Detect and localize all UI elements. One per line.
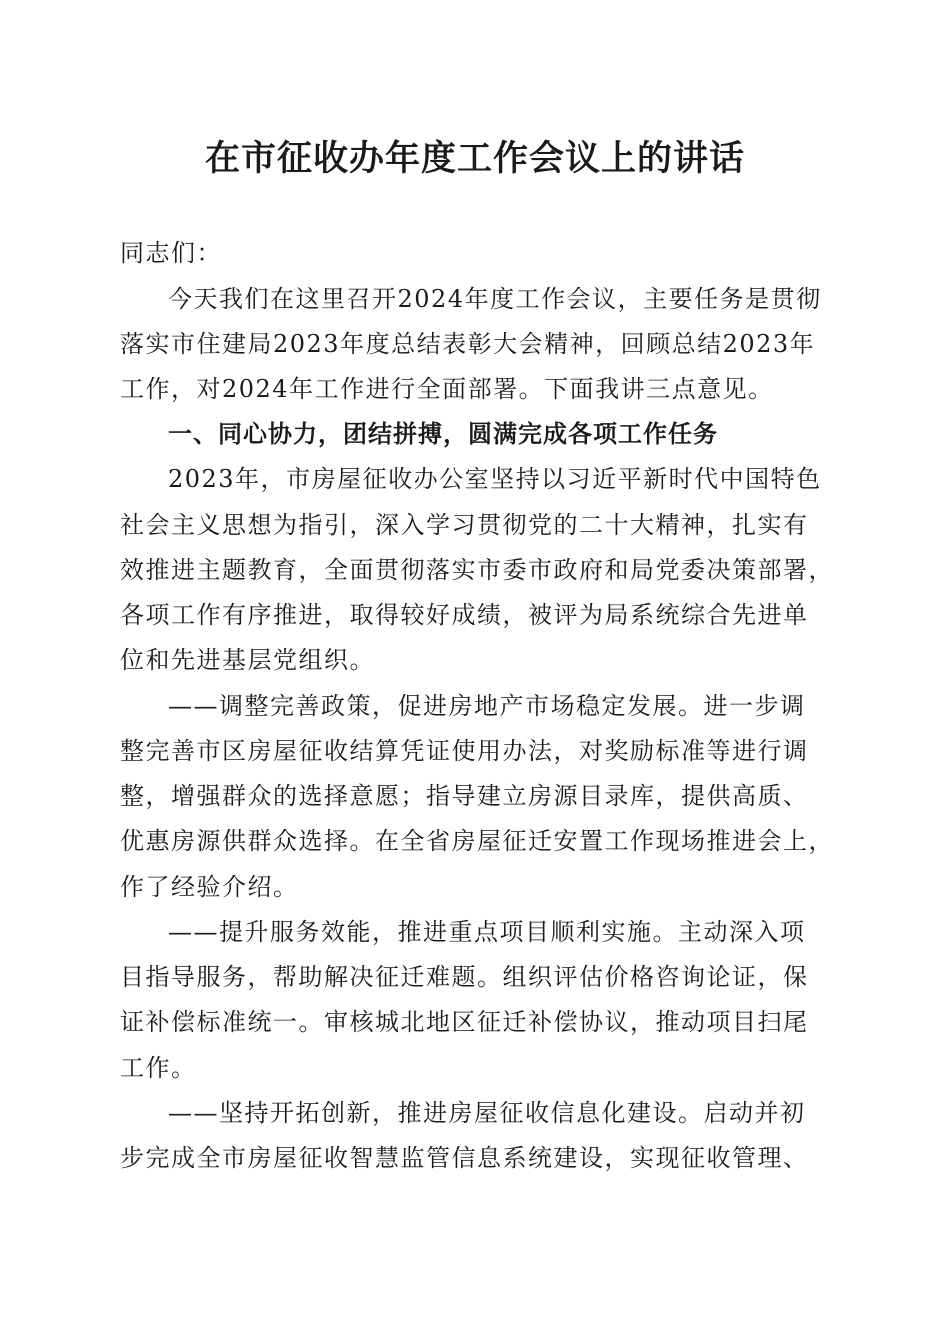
salutation: 同志们： — [120, 239, 222, 267]
paragraph-line: 今天我们在这里召开2024年度工作会议，主要任务是贯彻 — [168, 285, 822, 313]
paragraph-line: ——调整完善政策，促进房地产市场稳定发展。进一步调 — [168, 692, 806, 720]
paragraph-line: 整，增强群众的选择意愿；指导建立房源目录库，提供高质、 — [120, 782, 809, 810]
paragraph-line: 2023年，市房屋征收办公室坚持以习近平新时代中国特色 — [168, 465, 822, 493]
paragraph-line: 社会主义思想为指引，深入学习贯彻党的二十大精神，扎实有 — [120, 511, 809, 539]
paragraph-line: 工作。 — [120, 1054, 197, 1082]
paragraph-line: 步完成全市房屋征收智慧监管信息系统建设，实现征收管理、 — [120, 1144, 809, 1172]
paragraph-line: 作了经验介绍。 — [120, 873, 299, 901]
paragraph-line: 工作，对2024年工作进行全面部署。下面我讲三点意见。 — [120, 375, 774, 403]
paragraph-line: 证补偿标准统一。审核城北地区征迁补偿协议，推动项目扫尾 — [120, 1008, 809, 1036]
document-title: 在市征收办年度工作会议上的讲话 — [204, 138, 745, 179]
paragraph-line: 落实市住建局2023年度总结表彰大会精神，回顾总结2023年 — [120, 330, 816, 358]
paragraph-line: 各项工作有序推进，取得较好成绩，被评为局系统综合先进单 — [120, 601, 809, 629]
paragraph-line: 目指导服务，帮助解决征迁难题。组织评估价格咨询论证，保 — [120, 963, 809, 991]
paragraph-line: ——坚持开拓创新，推进房屋征收信息化建设。启动并初 — [168, 1099, 806, 1127]
paragraph-line: 效推进主题教育，全面贯彻落实市委市政府和局党委决策部署， — [120, 556, 834, 584]
paragraph-line: 优惠房源供群众选择。在全省房屋征迁安置工作现场推进会上， — [120, 827, 834, 855]
paragraph-line: ——提升服务效能，推进重点项目顺利实施。主动深入项 — [168, 918, 806, 946]
paragraph-line: 位和先进基层党组织。 — [120, 646, 375, 674]
paragraph-line: 整完善市区房屋征收结算凭证使用办法，对奖励标准等进行调 — [120, 737, 809, 765]
section-heading: 一、同心协力，团结拼搏，圆满完成各项工作任务 — [168, 420, 718, 448]
